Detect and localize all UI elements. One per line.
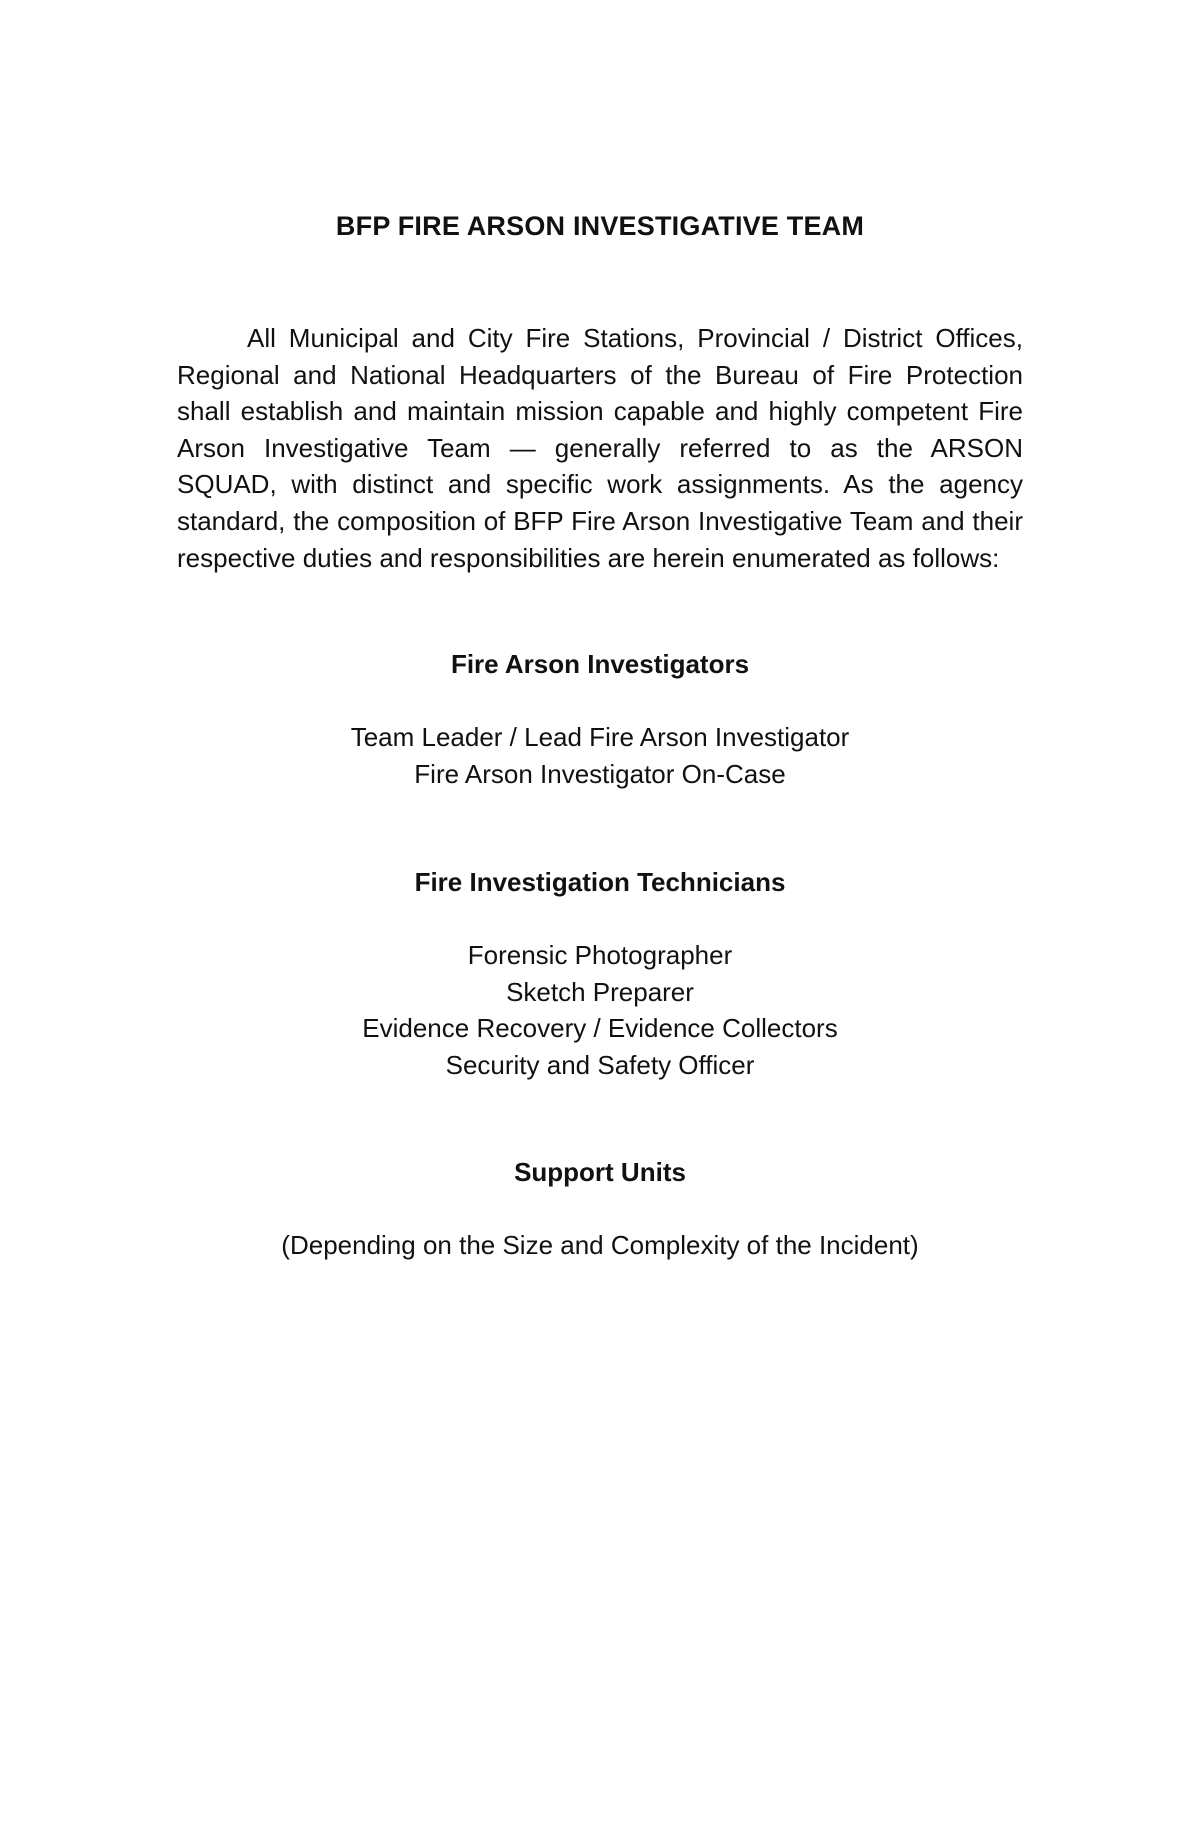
section-fire-investigation-technicians	[0, 864, 1200, 1083]
list-item: Forensic Photographer	[467, 940, 733, 970]
list-item: Team Leader / Lead Fire Arson Investigator	[350, 722, 850, 752]
list-item: Sketch Preparer	[506, 976, 694, 1007]
list-item: Security and Safety Officer	[445, 1049, 755, 1080]
document-title: BFP FIRE ARSON INVESTIGATIVE TEAM	[335, 211, 865, 241]
section-heading: Fire Investigation Technicians	[414, 867, 786, 897]
section-item-list	[0, 719, 1200, 792]
list-item: (Depending on the Size and Complexity of the Incident)	[281, 1230, 919, 1260]
section-item-list	[0, 937, 1200, 1083]
list-item: Evidence Recovery / Evidence Collectors	[362, 1013, 838, 1044]
section-fire-arson-investigators	[0, 646, 1200, 792]
section-heading: Support Units	[514, 1157, 686, 1187]
section-item-list	[0, 1227, 1200, 1264]
intro-paragraph: All Municipal and City Fire Stations, Provincial / District Offices, Regional and National Headquarters of the Bureau of Fire Protection shall establish and maintain mission capable and highly competent Fire Arson Investigative Team — generally referred to as the ARSON SQUAD, with distinct and specific work assignments. As the agency standard, the composition of BFP Fire Arson Investigative Team and their respective duties and responsibilities are herein enumerated as follows:	[177, 323, 1023, 573]
section-support-units	[0, 1154, 1200, 1264]
section-heading: Fire Arson Investigators	[450, 649, 750, 679]
list-item: Fire Arson Investigator On-Case	[414, 758, 786, 789]
